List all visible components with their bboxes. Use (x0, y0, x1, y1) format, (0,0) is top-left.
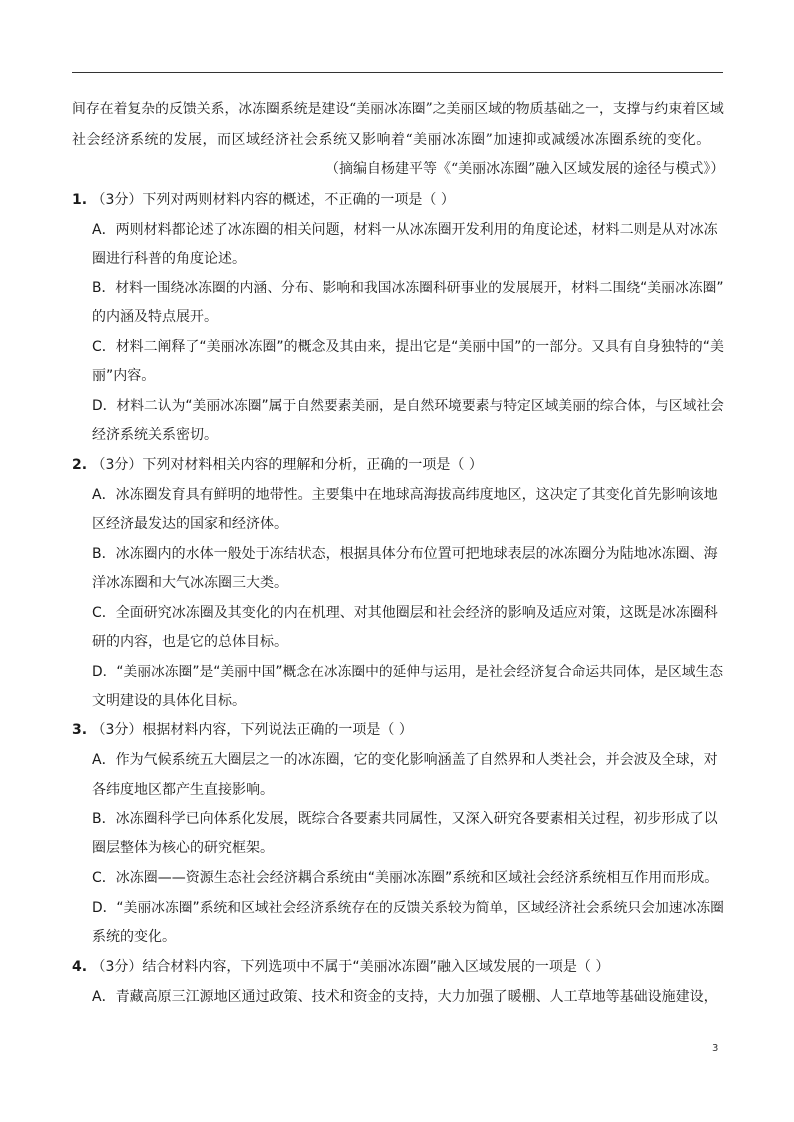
question-2-option-d-line-2: 文明建设的具体化目标。 (92, 693, 246, 709)
question-2-option-d-line-1: D．“美丽冰冻圈”是“美丽中国”概念在冰冻圈中的延伸与运用，是社会经济复合命运共同体，是区域生态 (92, 664, 724, 680)
passage-line-1: 间存在着复杂的反馈关系，冰冻圈系统是建设“美丽冰冻圈”之美丽区域的物质基础之一，支撑与约束着区域 (72, 101, 724, 117)
question-4-text: （3分）结合材料内容，下列选项中不属于“美丽冰冻圈”融入区域发展的一项是（ ） (91, 959, 610, 975)
question-1-number: 1. (72, 192, 88, 208)
question-3-stem (72, 720, 413, 740)
question-3-option-c-line-1: C．冰冻圈——资源生态社会经济耦合系统由“美丽冰冻圈”系统和区域社会经济系统相互作用而形成。 (92, 870, 719, 886)
question-4-stem (72, 957, 609, 977)
question-2-option-b-line-2: 洋冰冻圈和大气冰冻圈三大类。 (92, 575, 288, 591)
question-1-option-c-line-1: C．材料二阐释了“美丽冰冻圈”的概念及其由来，提出它是“美丽中国”的一部分。又具有自身独特的“美 (92, 339, 724, 355)
question-4-option-a-line-1: A．青藏高原三江源地区通过政策、技术和资金的支持，大力加强了暖棚、人工草地等基础设施建设， (92, 989, 718, 1005)
question-2-option-b-line-1: B．冰冻圈内的水体一般处于冻结状态，根据具体分布位置可把地球表层的冰冻圈分为陆地冰冻圈、海 (92, 546, 718, 562)
question-2-number: 2. (72, 457, 88, 473)
question-2-option-c-line-2: 研的内容，也是它的总体目标。 (92, 634, 288, 650)
question-2-option-a-line-2: 区经济最发达的国家和经济体。 (92, 516, 288, 532)
header-rule (72, 72, 723, 73)
passage-citation: （摘编自杨建平等《“美丽冰冻圈”融入区域发展的途径与模式》） (325, 161, 725, 177)
question-4-number: 4. (72, 959, 88, 975)
question-1-text: （3分）下列对两则材料内容的概述，不正确的一项是（ ） (91, 192, 455, 208)
question-1-option-d-line-1: D．材料二认为“美丽冰冻圈”属于自然要素美丽，是自然环境要素与特定区域美丽的综合体，与区域社会 (92, 398, 724, 414)
question-1-option-b-line-2: 的内涵及特点展开。 (92, 309, 218, 325)
question-3-number: 3. (72, 722, 88, 738)
question-3-option-d-line-1: D．“美丽冰冻圈”系统和区域社会经济系统存在的反馈关系较为简单，区域经济社会系统只会加速冰冻圈 (92, 900, 724, 916)
question-2-option-a-line-1: A．冰冻圈发育具有鲜明的地带性。主要集中在地球高海拔高纬度地区，这决定了其变化首先影响该地 (92, 487, 718, 503)
question-1-option-a-line-2: 圈进行科普的角度论述。 (92, 251, 246, 267)
question-1-stem (72, 190, 455, 210)
question-3-option-a-line-2: 各纬度地区都产生直接影响。 (92, 782, 274, 798)
question-3-option-a-line-1: A．作为气候系统五大圈层之一的冰冻圈，它的变化影响涵盖了自然界和人类社会，并会波及全球，对 (92, 752, 718, 768)
question-2-text: （3分）下列对材料相关内容的理解和分析，正确的一项是（ ） (91, 457, 483, 473)
passage-line-2: 社会经济系统的发展，而区域经济社会系统又影响着“美丽冰冻圈”加速抑或减缓冰冻圈系统的变化。 (72, 132, 711, 148)
question-1-option-a-line-1: A．两则材料都论述了冰冻圈的相关问题，材料一从冰冻圈开发利用的角度论述，材料二则是从对冰冻 (92, 222, 718, 238)
question-3-option-d-line-2: 系统的变化。 (92, 929, 176, 945)
question-3-option-b-line-2: 圈层整体为核心的研究框架。 (92, 840, 274, 856)
question-1-option-c-line-2: 丽”内容。 (92, 368, 156, 384)
question-1-option-d-line-2: 经济系统关系密切。 (92, 427, 218, 443)
page-number: 3 (712, 1043, 719, 1054)
question-3-option-b-line-1: B．冰冻圈科学已向体系化发展，既综合各要素共同属性，又深入研究各要素相关过程，初步形成了以 (92, 811, 718, 827)
question-2-option-c-line-1: C．全面研究冰冻圈及其变化的内在机理、对其他圈层和社会经济的影响及适应对策，这既是冰冻圈科 (92, 605, 718, 621)
question-1-option-b-line-1: B．材料一围绕冰冻圈的内涵、分布、影响和我国冰冻圈科研事业的发展展开，材料二围绕“美丽冰冻圈” (92, 280, 724, 296)
question-2-stem (72, 455, 483, 475)
question-3-text: （3分）根据材料内容，下列说法正确的一项是（ ） (91, 722, 413, 738)
